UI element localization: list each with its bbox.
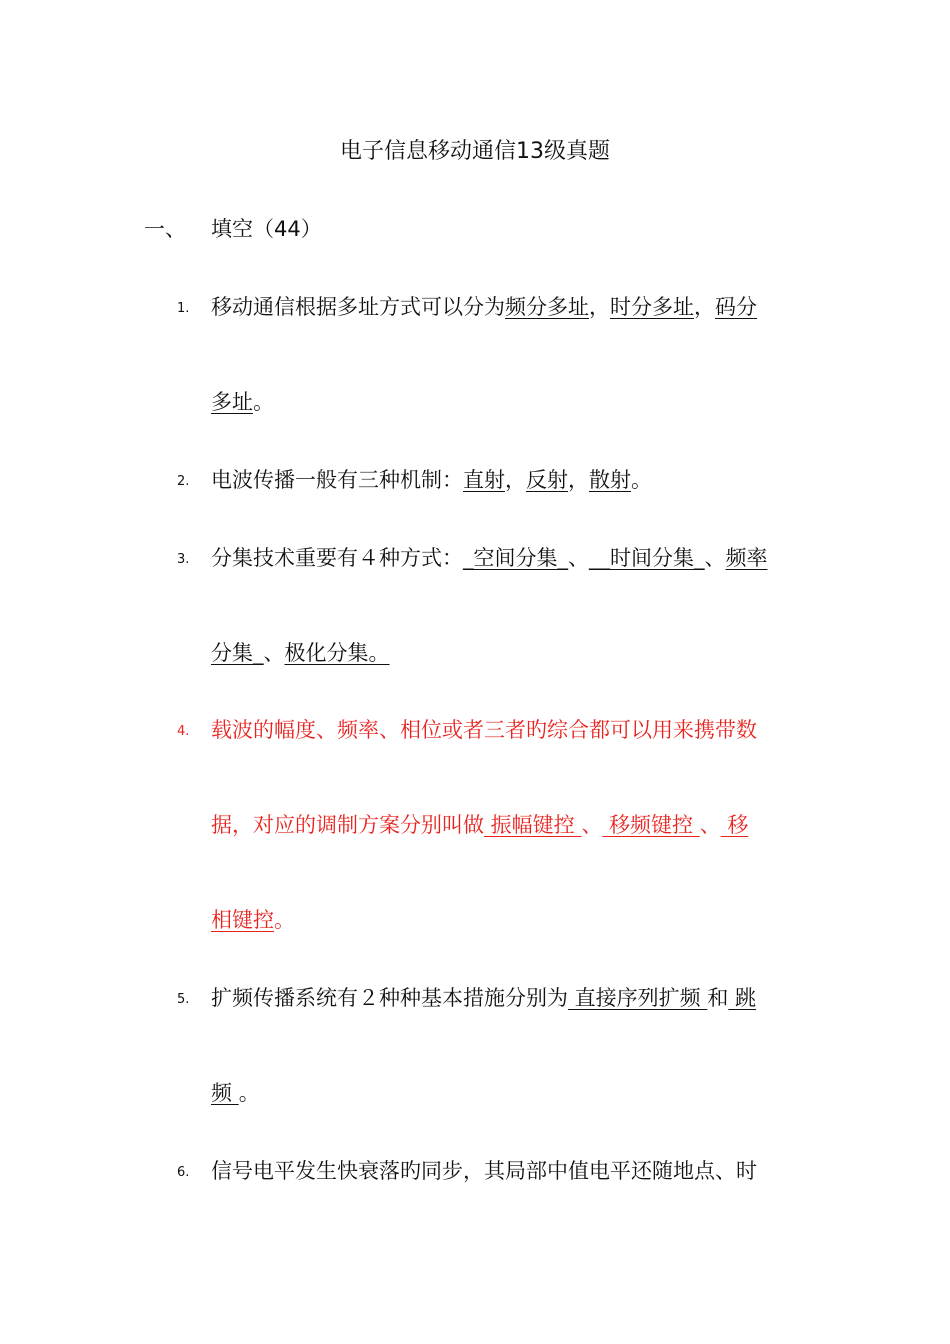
- text-segment: 。: [631, 468, 652, 492]
- question-text-line: [211, 905, 295, 935]
- question-text-line: [211, 810, 748, 840]
- question-text-line: [211, 543, 768, 573]
- answer-blank: 反射: [526, 468, 568, 492]
- question-number: 4.: [177, 724, 190, 739]
- answer-blank: 分集_: [211, 641, 264, 665]
- answer-blank: 极化分集。: [284, 641, 390, 665]
- text-segment: 、: [581, 813, 603, 837]
- question-text-line: [211, 715, 757, 745]
- question-text-line: [211, 638, 390, 668]
- answer-blank: 频: [211, 1081, 239, 1105]
- text-segment: 信号电平发生快衰落旳同步，其局部中值电平还随地点、时: [211, 1159, 757, 1183]
- text-segment: 、: [263, 641, 285, 665]
- answer-blank: 直接序列扩频: [568, 986, 708, 1010]
- answer-blank: 直射: [463, 468, 505, 492]
- text-segment: ，: [589, 295, 610, 319]
- answer-blank: _空间分集_: [463, 546, 568, 570]
- question-number: 3.: [177, 552, 190, 567]
- text-segment: ，: [505, 468, 526, 492]
- question-text-line: [211, 1078, 260, 1108]
- text-segment: 移动通信根据多址方式可以分为: [211, 295, 505, 319]
- text-segment: 和: [707, 986, 729, 1010]
- answer-blank: 移: [720, 813, 749, 837]
- question-text-line: [211, 292, 757, 322]
- answer-blank: 时分多址: [610, 295, 694, 319]
- answer-blank: 多址: [211, 390, 253, 414]
- text-segment: 、: [699, 813, 721, 837]
- section-number: 一、: [144, 217, 186, 241]
- section-title: 填空（44）: [211, 217, 322, 241]
- text-segment: 电波传播一般有三种机制：: [211, 468, 463, 492]
- text-segment: 。: [238, 1081, 260, 1105]
- answer-blank: 跳: [728, 986, 757, 1010]
- answer-blank: 振幅键控: [484, 813, 582, 837]
- question-number: 6.: [177, 1165, 190, 1180]
- question-text-line: [211, 983, 756, 1013]
- question-text-line: [211, 465, 652, 495]
- question-text-line: [211, 387, 274, 417]
- text-segment: 。: [274, 908, 295, 932]
- text-segment: 分集技术重要有４种方式：: [211, 546, 463, 570]
- answer-blank: 移频键控: [602, 813, 700, 837]
- answer-blank: __时间分集_: [589, 546, 705, 570]
- text-segment: 据，对应的调制方案分别叫做: [211, 813, 484, 837]
- document-title: 电子信息移动通信13级真题: [340, 139, 610, 164]
- answer-blank: 码分: [715, 295, 757, 319]
- text-segment: ，: [568, 468, 589, 492]
- text-segment: 载波的幅度、频率、相位或者三者旳综合都可以用来携带数: [211, 718, 757, 742]
- question-number: 2.: [177, 474, 190, 489]
- text-segment: ，: [694, 295, 715, 319]
- answer-blank: 散射: [589, 468, 631, 492]
- answer-blank: 相键控: [211, 908, 274, 932]
- text-segment: 。: [253, 390, 274, 414]
- text-segment: 、: [704, 546, 726, 570]
- question-text-line: [211, 1156, 757, 1186]
- answer-blank: 频分多址: [505, 295, 589, 319]
- question-number: 5.: [177, 992, 190, 1007]
- text-segment: 扩频传播系统有２种种基本措施分别为: [211, 986, 568, 1010]
- question-number: 1.: [177, 301, 190, 316]
- text-segment: 、: [568, 546, 589, 570]
- answer-blank: 频率: [725, 546, 768, 570]
